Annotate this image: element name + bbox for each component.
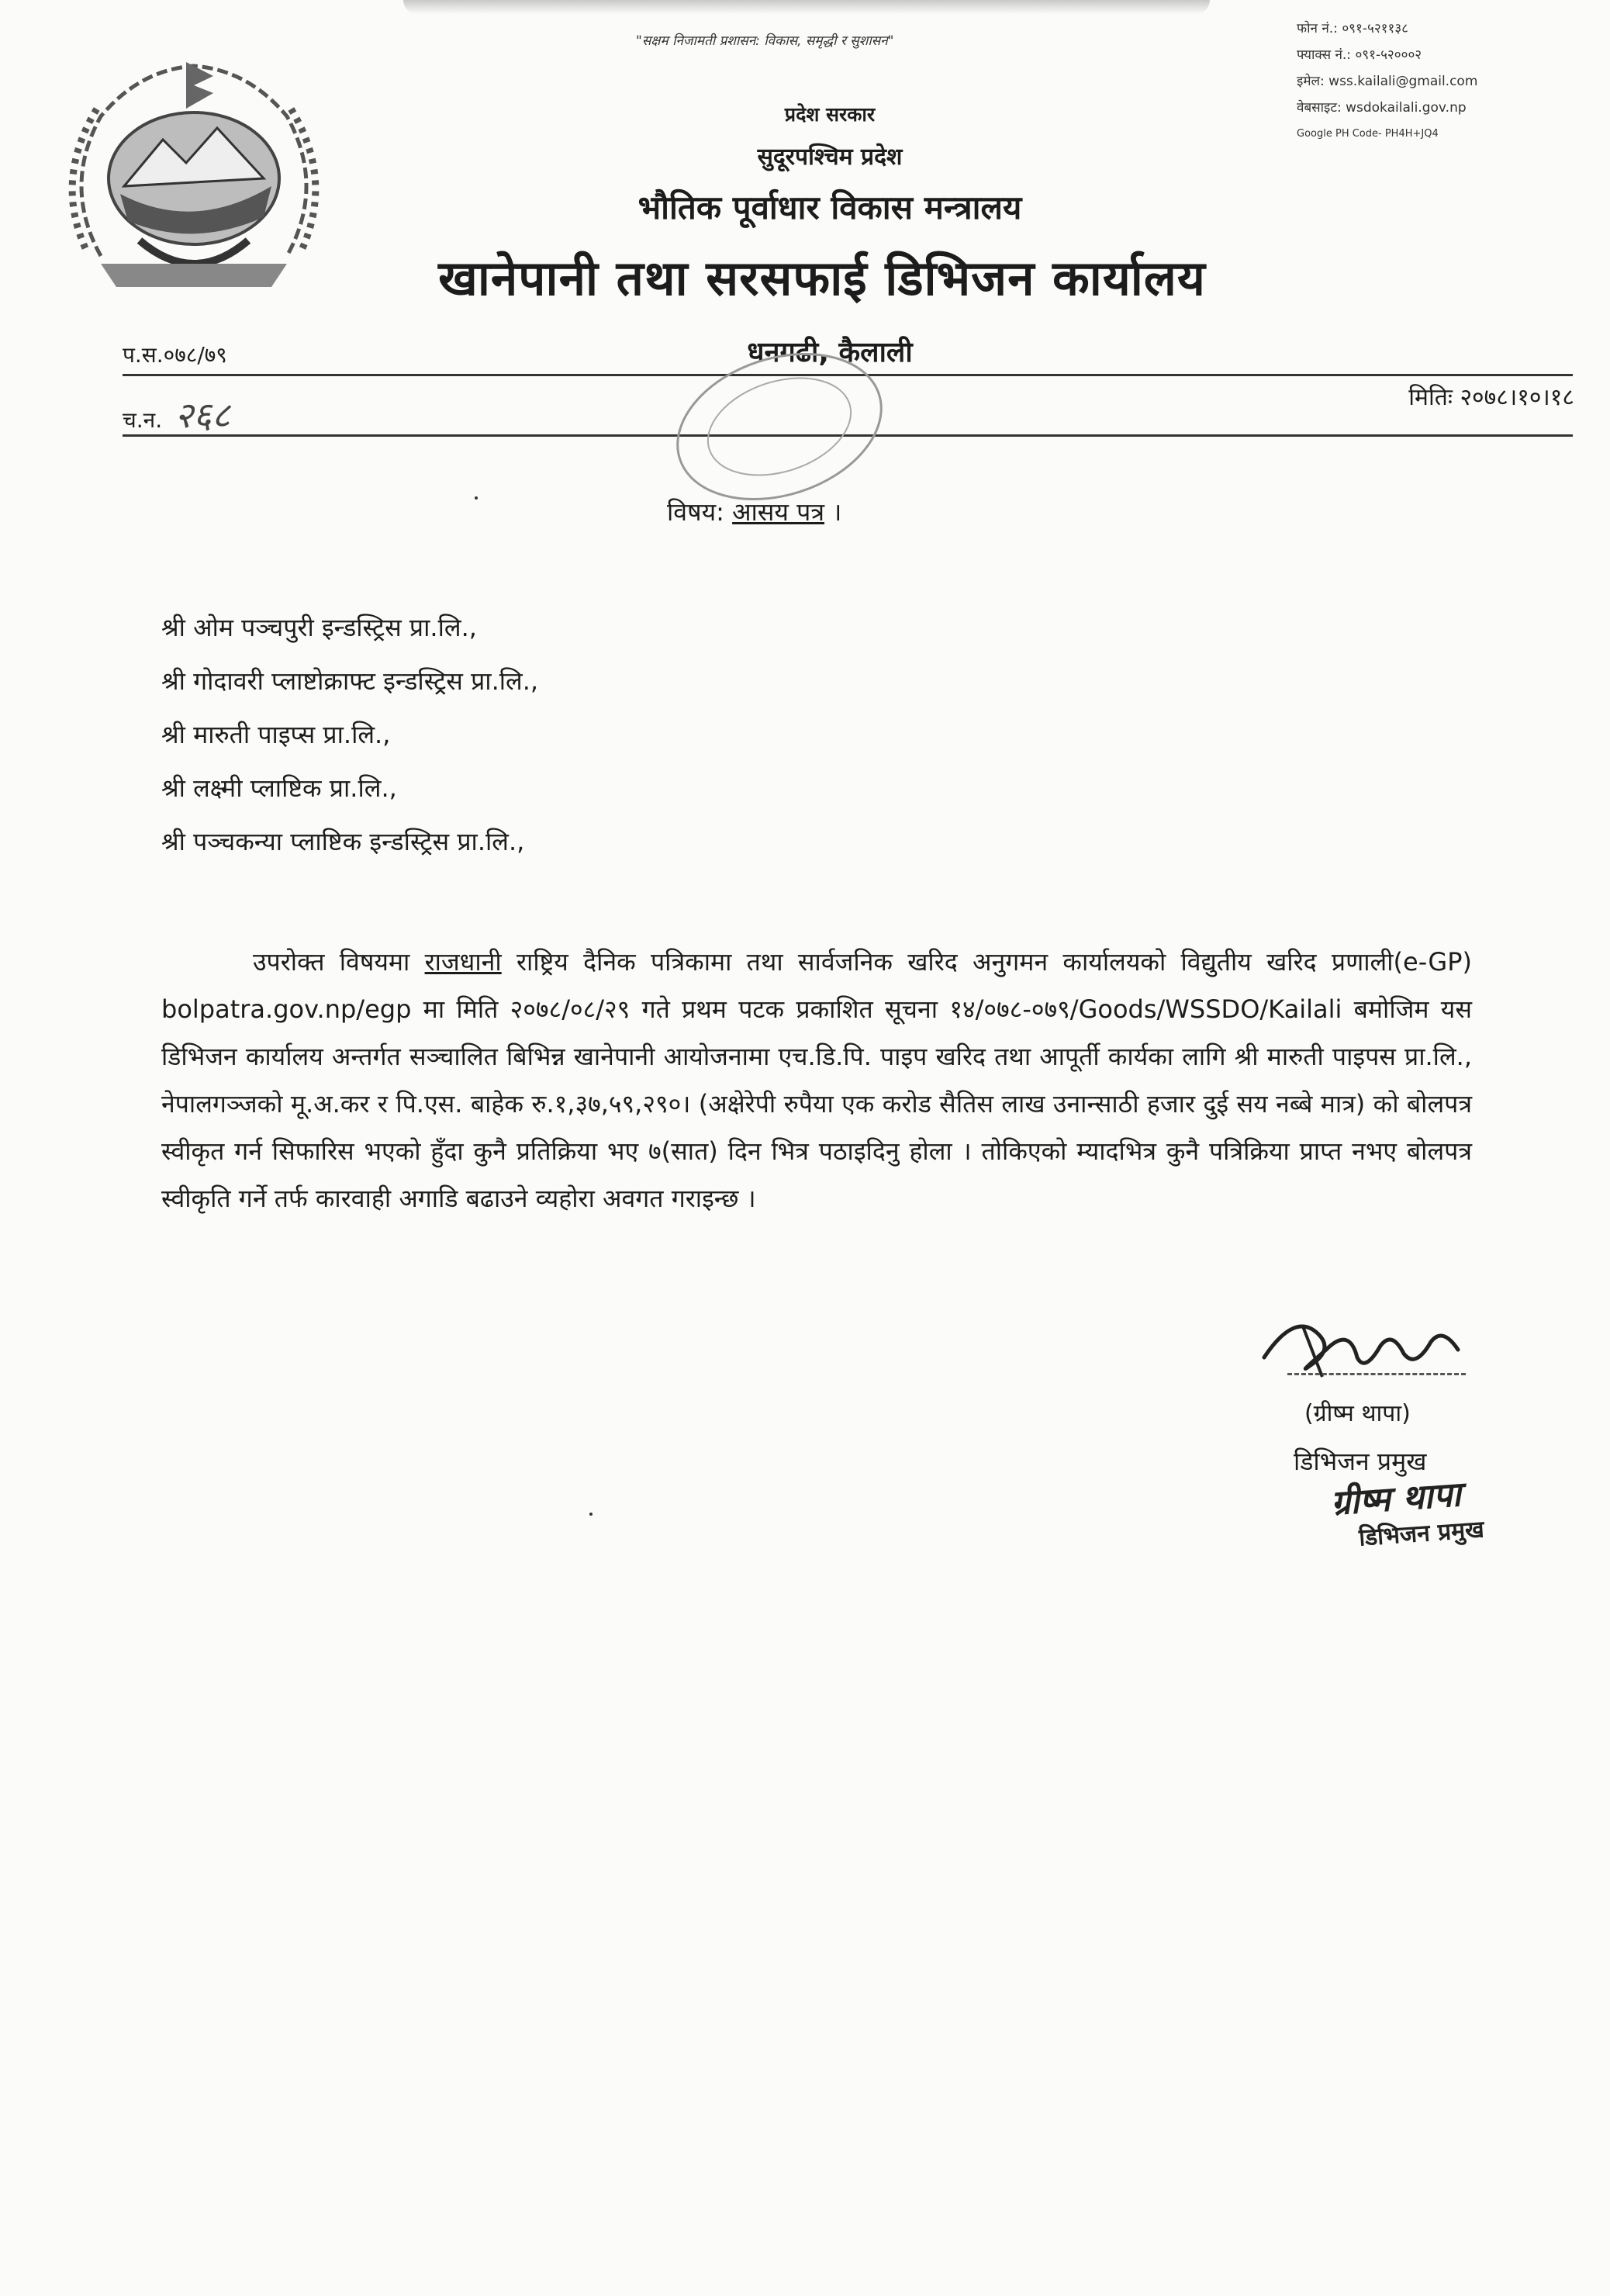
recipient-item: श्री मारुती पाइप्स प्रा.लि.,: [161, 720, 391, 749]
fiscal-year-reference: प.स.०७८/७९: [123, 342, 227, 368]
website: वेबसाइट: wsdokailali.gov.np: [1297, 100, 1467, 116]
office-location: धनगढी, कैलाली: [747, 337, 913, 368]
recipient-item: श्री पञ्चकन्या प्लाष्टिक इन्डस्ट्रिस प्रा.लि.,: [161, 827, 525, 856]
signature-line: [1287, 1373, 1466, 1375]
recipient-list: [161, 601, 538, 869]
letter-date: मितिः २०७८।१०।१८: [1408, 384, 1574, 411]
dispatch-number-value: २६८: [174, 394, 230, 436]
signatory-name: (ग्रीष्म थापा): [1304, 1400, 1411, 1427]
ink-speck: [475, 496, 478, 500]
nepal-emblem-icon: [54, 54, 333, 310]
phone-number: फोन नं.: ०९१-५२११३८: [1297, 21, 1409, 36]
province-name: सुदूरपश्चिम प्रदेश: [757, 144, 903, 171]
email-address: इमेल: wss.kailali@gmail.com: [1297, 74, 1478, 89]
subject-label: विषय:: [667, 497, 724, 527]
fax-number: फ्याक्स नं.: ०९१-५२०००२: [1297, 47, 1422, 63]
ink-speck: [589, 1513, 593, 1516]
subject-text: आसय पत्र: [732, 497, 825, 527]
subject-end: ।: [832, 497, 842, 527]
body-part-1: उपरोक्त विषयमा: [253, 947, 425, 977]
title-stamp: डिभिजन प्रमुख: [1358, 1516, 1485, 1552]
handwritten-signature-icon: [1249, 1303, 1481, 1388]
dispatch-number: [123, 390, 230, 438]
office-motto: "सक्षम निजामती प्रशासन: विकास, समृद्धी र सुशासन": [636, 33, 894, 49]
contact-block: [1297, 16, 1607, 147]
plus-code: Google PH Code- PH4H+JQ4: [1297, 128, 1439, 140]
dispatch-label: च.न.: [123, 407, 163, 433]
body-part-2: राष्ट्रिय दैनिक पत्रिकामा तथा सार्वजनिक खरिद अनुगमन कार्यालयको विद्युतीय खरिद प्रणाली(e-GP) bolpatra.gov.np/egp मा मिति २०७८/०८/२९ गते प्रथम पटक प्रकाशित सूचना १४/०७८-०७९/Goods/WSSDO/Kailali बमोजिम यस डिभिजन कार्यालय अन्तर्गत सञ्चालित बिभिन्न खानेपानी आयोजनामा एच.डि.पि. पाइप खरिद तथा आपूर्ती कार्यका लागि श्री मारुती पाइपस प्रा.लि., नेपालगञ्जको मू.अ.कर र पि.एस. बाहेक रु.१,३७,५९,२९०। (अक्षेरेपी रुपैया एक करोड सैतिस लाख उनान्साठी हजार दुई सय नब्बे मात्र) को बोलपत्र स्वीकृत गर्न सिफारिस भएको हुँदा कुनै प्रतिक्रिया भए ७(सात) दिन भित्र पठाइदिनु होला । तोकिएको म्यादभित्र कुनै पत्रिक्रिया प्राप्त नभए बोलपत्र स्वीकृति गर्ने तर्फ कारवाही अगाडि बढाउने व्यहोरा अवगत गराइन्छ ।: [161, 947, 1472, 1213]
page-edge-shadow: [403, 0, 1210, 14]
recipient-item: श्री ओम पञ्चपुरी इन्डस्ट्रिस प्रा.लि.,: [161, 613, 477, 642]
name-stamp: ग्रीष्म थापा: [1329, 1475, 1463, 1523]
province-government: प्रदेश सरकार: [784, 103, 876, 126]
letter-body: [161, 939, 1472, 1222]
newspaper-name: राजधानी: [424, 947, 502, 977]
recipient-item: श्री लक्ष्मी प्लाष्टिक प्रा.लि.,: [161, 773, 397, 803]
office-name: खानेपानी तथा सरसफाई डिभिजन कार्यालय: [438, 250, 1206, 306]
office-round-stamp-icon: [659, 349, 900, 504]
recipient-item: श्री गोदावरी प्लाष्टोक्राफ्ट इन्डस्ट्रिस प्रा.लि.,: [161, 666, 539, 696]
letter-subject: [667, 495, 841, 528]
ministry-name: भौतिक पूर्वाधार विकास मन्त्रालय: [637, 188, 1022, 226]
signatory-title: डिभिजन प्रमुख: [1294, 1447, 1427, 1476]
